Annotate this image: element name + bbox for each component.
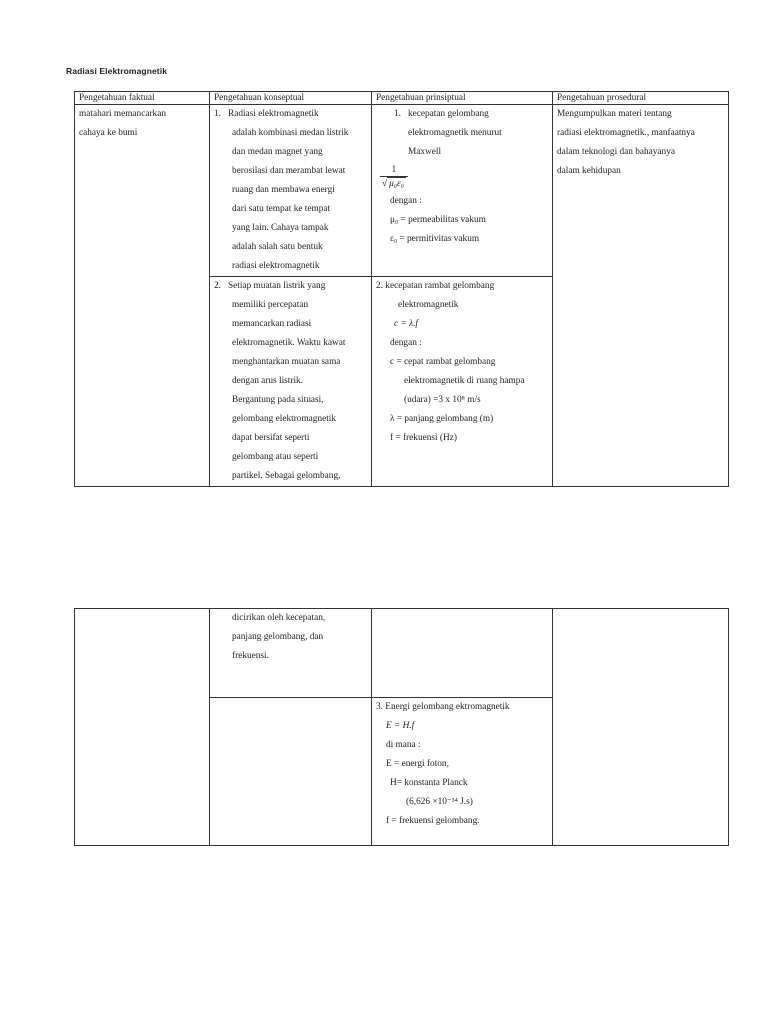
list-number: 1. [394,109,401,119]
konsep-line: memancarkan radiasi [232,319,312,329]
prinsiptual-cell-1 [372,105,553,277]
prinsiptual-cell-cont [372,609,553,698]
prinsip-line: kecepatan gelombang [408,109,489,119]
konseptual-cell-cont [210,609,372,698]
formula-numerator: 1 [391,165,397,175]
konsep-line: partikel. Sebagai gelombang, [232,471,341,481]
konsep-line: panjang gelombang, dan [232,632,324,642]
konseptual-cell-2 [210,277,372,487]
konsep-line: Radiasi elektromagnetik [228,109,319,119]
prinsip-line: elektromagnetik menurut [408,128,502,138]
konsep-line: Setiap muatan listrik yang [228,281,326,291]
konsep-line: radiasi elektromagnetik [232,261,320,271]
prinsip-line: Maxwell [408,147,442,157]
konsep-line: gelombang elektromagnetik [232,414,337,424]
prosedural-line: radiasi elektromagnetik., manfaatnya [557,128,695,138]
energy-formula: E = H.f [386,721,415,731]
konsep-line: elektromagnetik. Waktu kawat [232,338,346,348]
prosedural-line: dalam kehidupan [557,166,621,176]
header-factual: Pengetahuan faktual [75,92,210,105]
knowledge-table-page2 [74,608,729,846]
factual-line: matahari memancarkan [79,109,166,119]
definition-line: H= konstanta Planck [390,778,468,788]
header-konseptual: Pengetahuan konseptual [210,92,372,105]
konsep-line: gelombang atau seperti [232,452,319,462]
prinsip2-title: 2. kecepatan rambat gelombang [376,281,495,291]
konsep-line: dicirikan oleh kecepatan, [232,613,326,623]
document-title: Radiasi Elektromagnetik [66,66,168,76]
prosedural-line: dalam teknologi dan bahayanya [557,147,675,157]
factual-cell [75,105,210,487]
konsep-line: yang lain. Cahaya tampak [232,223,329,233]
konseptual-cell-1 [210,105,372,277]
factual-cell-cont [75,609,210,846]
formula-denominator: μ₀ε₀ [389,179,404,189]
list-number: 1. [214,109,221,119]
konsep-line: ruang dan membawa energi [232,185,335,195]
definition-line: c = cepat rambat gelombang [390,357,496,367]
konsep-line: dan medan magnet yang [232,147,323,157]
prinsip3-title: 3. Energi gelombang ektromagnetik [376,702,510,712]
prosedural-cell [553,105,729,487]
definition-line: (udara) =3 x 10⁸ m/s [404,395,481,405]
konsep-line: Bergantung pada situasi, [232,395,324,405]
list-number: 2. [214,281,221,291]
definition-line: μ₀ = permeabilitas vakum [390,215,486,225]
definition-line: elektromagnetik di ruang hampa [404,376,525,386]
dimana-label: di mana : [386,740,421,750]
definition-line: E = energi foton, [386,759,449,769]
definition-line: ε₀ = permitivitas vakum [390,234,480,244]
konsep-line: berosilasi dan merambat lewat [232,166,346,176]
table-row [75,609,729,698]
prinsiptual-cell-2 [372,277,553,487]
prosedural-line: Mengumpulkan materi tentang [557,109,672,119]
konsep-line: memiliki percepatan [232,300,309,310]
prinsip2-sub: elektromagnetik [398,300,459,310]
maxwell-formula: $\frac{1}{\text{√ μ₀ε₀}}$ [376,164,548,190]
konsep-line: menghantarkan muatan sama [232,357,341,367]
knowledge-table-page1 [74,91,729,487]
konsep-line: adalah salah satu bentuk [232,242,323,252]
wave-speed-formula: c = λ.f [394,319,418,329]
konseptual-cell-empty [210,698,372,846]
header-prinsiptual: Pengetahuan prinsiptual [372,92,553,105]
definition-line: (6,626 ×10⁻³⁴ J.s) [406,797,473,807]
factual-line: cahaya ke bumi [79,128,138,138]
konsep-line: frekuensi. [232,651,269,661]
dengan-label: dengan : [390,338,422,348]
konsep-line: dari satu tempat ke tempat [232,204,331,214]
definition-line: λ = panjang gelombang (m) [390,414,494,424]
table-header-row [75,92,729,105]
konsep-line: dapat bersifat seperti [232,433,310,443]
konsep-line: adalah kombinasi medan listrik [232,128,349,138]
konsep-line: dengan arus listrik. [232,376,304,386]
prosedural-cell-cont [553,609,729,846]
definition-line: f = frekuensi (Hz) [390,433,457,443]
dengan-label: dengan : [390,196,422,206]
prinsiptual-cell-3 [372,698,553,846]
header-prosedural: Pengetahuan prosedural [553,92,729,105]
table-row [75,105,729,277]
definition-line: f = frekuensi gelombang. [386,816,480,826]
